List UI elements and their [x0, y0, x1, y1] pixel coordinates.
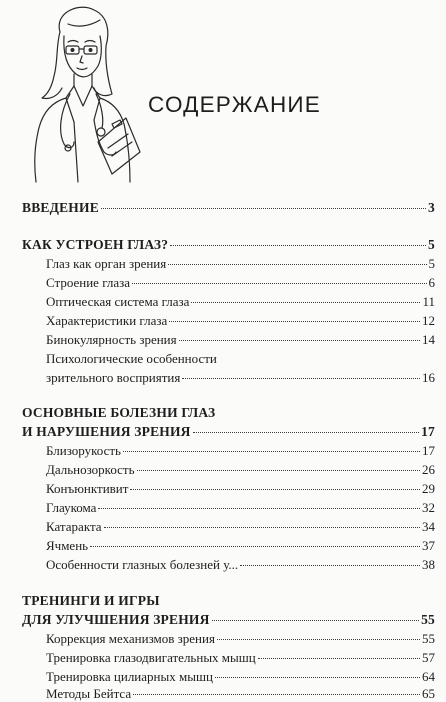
toc-title: ДЛЯ УЛУЧШЕНИЯ ЗРЕНИЯ — [22, 612, 210, 627]
toc-section-line1: ТРЕНИНГИ И ИГРЫ — [22, 593, 160, 608]
toc-section-line1: ОСНОВНЫЕ БОЛЕЗНИ ГЛАЗ — [22, 405, 216, 420]
toc-item[interactable]: Характеристики глаза 12 — [46, 313, 435, 328]
toc-page: 3 — [428, 200, 435, 215]
toc-item[interactable]: Близорукость 17 — [46, 443, 435, 458]
toc-item[interactable]: Конъюнктивит 29 — [46, 481, 435, 496]
toc-page: 17 — [421, 424, 435, 439]
toc-item[interactable]: Катаракта 34 — [46, 519, 435, 534]
leader-dots — [212, 620, 420, 621]
toc-title: КАК УСТРОЕН ГЛАЗ? — [22, 237, 169, 252]
toc-item[interactable]: Тренировка цилиарных мышц 64 — [46, 669, 435, 684]
toc-title: И НАРУШЕНИЯ ЗРЕНИЯ — [22, 424, 191, 439]
toc-item[interactable]: Ячмень 37 — [46, 538, 435, 553]
toc-section-3[interactable] — [22, 612, 435, 628]
toc-section-2[interactable] — [22, 424, 435, 440]
toc-item[interactable]: Глаукома 32 — [46, 500, 435, 515]
toc-item[interactable]: Оптическая система глаза 11 — [46, 294, 435, 309]
leader-dots — [193, 432, 419, 433]
toc-item[interactable]: Бинокулярность зрения 14 — [46, 332, 435, 347]
toc-page: 55 — [421, 612, 435, 627]
toc-item-line1: Психологические особенности — [46, 351, 217, 366]
page-title: СОДЕРЖАНИЕ — [148, 92, 321, 117]
toc-entry-intro[interactable] — [22, 200, 435, 216]
toc-item[interactable]: Тренировка глазодвигательных мышц 57 — [46, 650, 435, 665]
toc-section-1[interactable] — [22, 237, 435, 253]
toc-item[interactable]: Дальнозоркость 26 — [46, 462, 435, 477]
toc-item[interactable]: Глаз как орган зрения 5 — [46, 256, 435, 271]
toc-item[interactable]: Коррекция механизмов зрения 55 — [46, 631, 435, 646]
toc-item[interactable]: Строение глаза 6 — [46, 275, 435, 290]
leader-dots — [170, 245, 426, 246]
toc-item[interactable]: Особенности глазных болезней у... 38 — [46, 557, 435, 572]
toc-item[interactable]: зрительного восприятия 16 — [46, 370, 435, 385]
toc-item[interactable]: Методы Бейтса 65 — [46, 686, 435, 701]
toc-title: ВВЕДЕНИЕ — [22, 200, 99, 215]
toc-page: 5 — [428, 237, 435, 252]
leader-dots — [101, 208, 426, 209]
